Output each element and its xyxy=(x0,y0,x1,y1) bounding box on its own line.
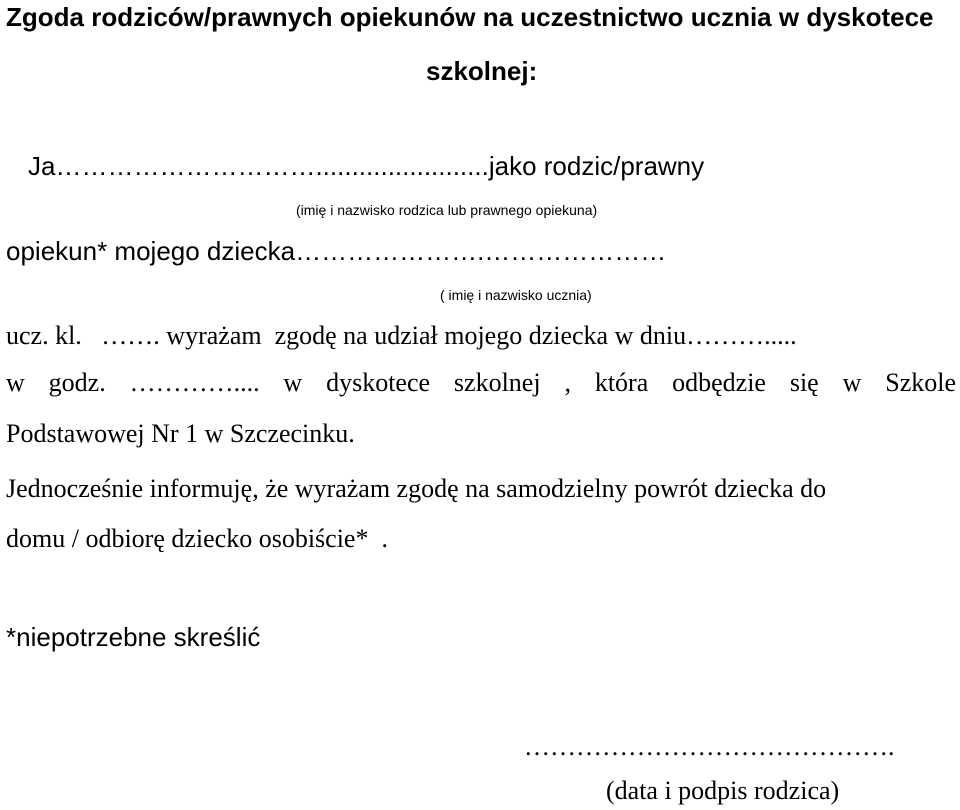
parent-name-line: Ja…………………………........................jako rodzic/prawny xyxy=(28,151,705,181)
student-name-caption: ( imię i nazwisko ucznia) xyxy=(440,287,592,303)
school-name-line: Podstawowej Nr 1 w Szczecinku. xyxy=(6,419,355,448)
document-title-line-1: Zgoda rodziców/prawnych opiekunów na uczestnictwo ucznia w dyskotece xyxy=(6,2,934,32)
parent-name-caption: (imię i nazwisko rodzica lub prawnego opiekuna) xyxy=(296,202,598,218)
document-title-line-2: szkolnej: xyxy=(426,56,538,86)
signature-caption: (data i podpis rodzica) xyxy=(606,776,840,805)
consent-line-1: Jednocześnie informuję, że wyrażam zgodę na samodzielny powrót dziecka do xyxy=(6,474,827,503)
student-name-line: opiekun* mojego dziecka………………….………………… xyxy=(6,236,667,266)
signature-line: ……………………………………. xyxy=(524,732,895,761)
footnote: *niepotrzebne skreślić xyxy=(6,622,261,652)
class-date-line: ucz. kl. ……. wyrażam zgodę na udział mojego dziecka w dniu………..... xyxy=(6,321,797,350)
consent-line-2: domu / odbiorę dziecko osobiście* . xyxy=(6,524,388,553)
time-location-line: w godz. ………….... w dyskotece szkolnej , która odbędzie się w Szkole xyxy=(6,368,956,397)
